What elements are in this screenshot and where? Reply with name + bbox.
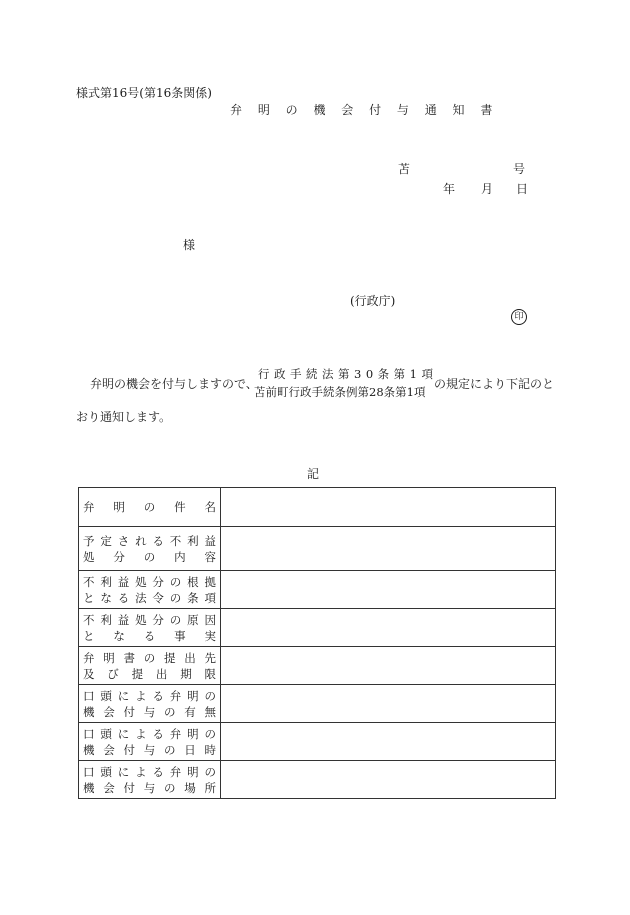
row-label-line: 機会付与の有無 [83,704,216,719]
table-row [79,723,556,761]
addressee-honorific: 様 [183,238,196,252]
row-value-cell[interactable] [221,609,556,647]
row-label-line: 機会付与の場所 [83,780,216,795]
body-text-part1: 弁明の機会を付与しますので、 [90,377,258,391]
date-day-label: 日 [516,182,529,196]
row-label [79,527,221,571]
date-month-label: 月 [481,182,494,196]
row-label [79,761,221,799]
row-label-line: 不利益処分の原因 [83,612,216,627]
table-row [79,488,556,527]
row-label [79,647,221,685]
issuing-agency: (行政庁) [350,294,396,308]
row-label-line: 予定される不利益 [83,533,216,548]
row-label-line: 弁明書の提出先 [83,650,216,665]
body-text-part3: おり通知します。 [76,410,172,424]
table-row [79,609,556,647]
row-value-cell[interactable] [221,488,556,527]
table-row [79,527,556,571]
row-value-cell[interactable] [221,571,556,609]
table-row [79,685,556,723]
row-value-cell[interactable] [221,527,556,571]
body-text-part2: の規定により下記のと [434,377,555,391]
row-label-line: 処分の内容 [83,549,216,564]
row-label [79,609,221,647]
table-row [79,761,556,799]
law-option-act: 行政手続法第30条第1項 [258,367,438,381]
table-row [79,647,556,685]
document-number-prefix: 苫 [398,162,411,176]
row-value-cell[interactable] [221,685,556,723]
row-label-line: となる事実 [83,628,216,643]
row-label-line: 弁明の件名 [83,500,216,514]
row-label [79,571,221,609]
row-value-cell[interactable] [221,761,556,799]
row-value-cell[interactable] [221,723,556,761]
row-label [79,723,221,761]
law-option-ordinance: 苫前町行政手続条例第28条第1項 [254,385,426,399]
date-year-label: 年 [443,182,456,196]
row-label-line: 口頭による弁明の [83,726,216,741]
row-label-line: となる法令の条項 [83,590,216,605]
row-label-line: 口頭による弁明の [83,688,216,703]
row-label-line: 不利益処分の根拠 [83,574,216,589]
form-number: 様式第16号(第16条関係) [76,86,212,100]
table-row [79,571,556,609]
seal-mark: 印 [511,309,527,325]
row-value-cell[interactable] [221,647,556,685]
ki-heading: 記 [307,467,320,481]
row-label-line: 機会付与の日時 [83,742,216,757]
items-table [78,487,556,799]
row-label [79,685,221,723]
document-number-suffix: 号 [513,162,526,176]
document-title: 弁 明 の 機 会 付 与 通 知 書 [230,103,499,117]
row-label-line: 及び提出期限 [83,666,216,681]
row-label-line: 口頭による弁明の [83,764,216,779]
row-label [79,488,221,527]
